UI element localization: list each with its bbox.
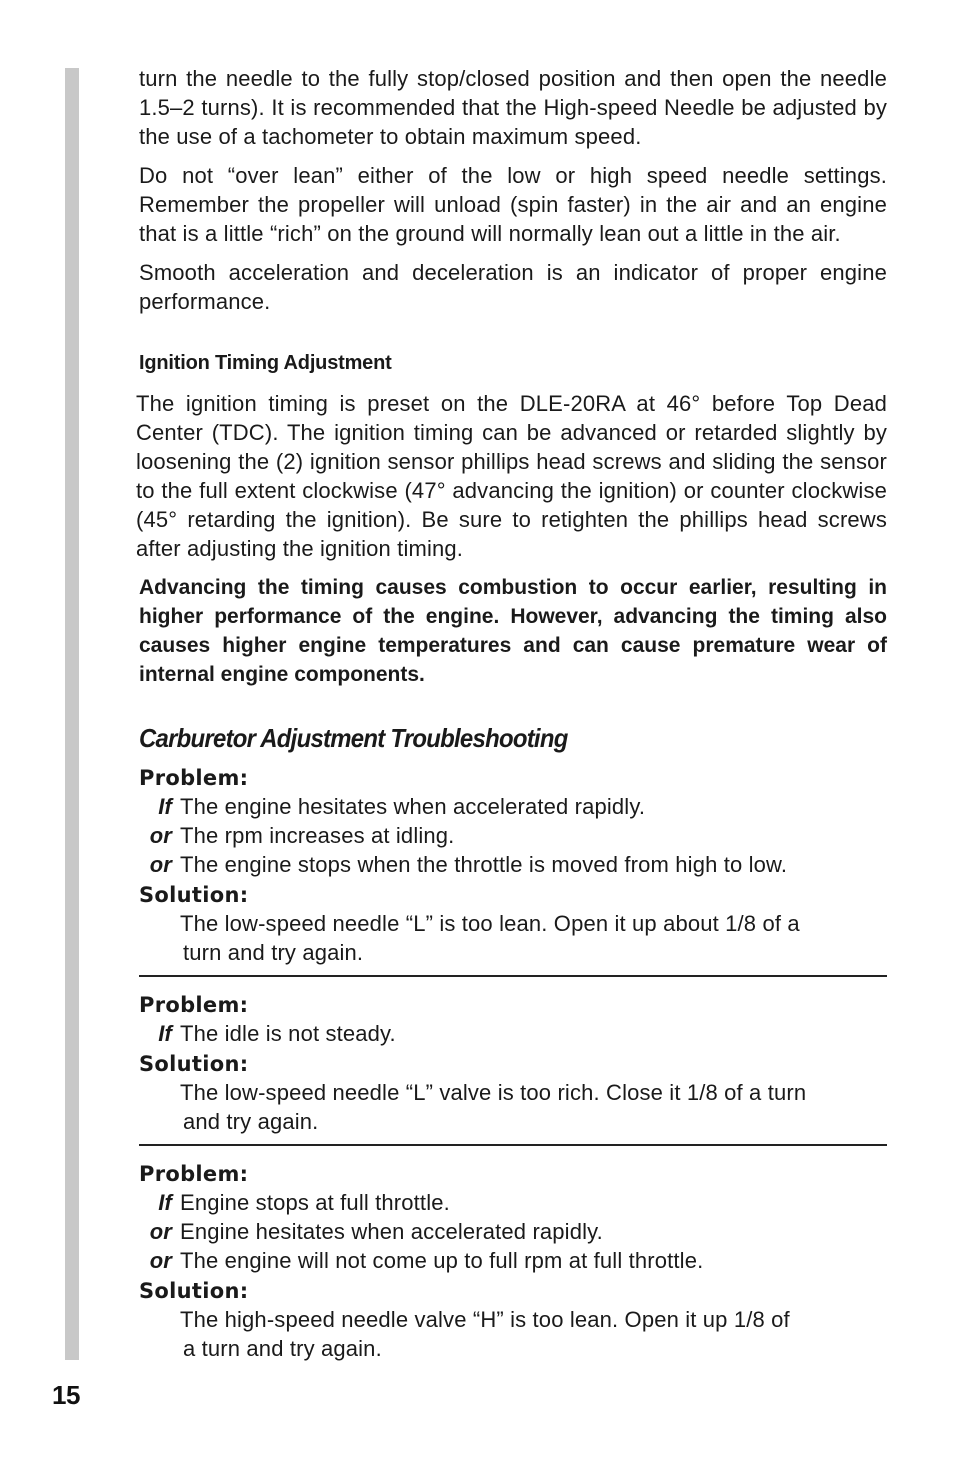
trouble-item-2	[139, 991, 887, 1146]
troubleshooting-title: Carburetor Adjustment Troubleshooting	[139, 723, 568, 753]
condition-row	[139, 1217, 887, 1246]
condition-row	[139, 821, 887, 850]
condition-keyword: or	[149, 852, 172, 877]
ignition-body: The ignition timing is preset on the DLE-20RA at 46° before Top Dead Center (TDC). The ignition timing can be advanced or retarded slightly by loosening the (2) ignition sensor phillips head screws and sliding the sensor to the full extent clockwise (47° advancing the ignition) or counter clockwise (45° retarding the ignition). Be sure to retighten the phillips head screws after adjusting the ignition timing.	[136, 391, 887, 561]
condition-keyword: If	[158, 794, 172, 819]
trouble-item-3	[139, 1160, 887, 1369]
trouble-item-1	[139, 764, 887, 977]
condition-keyword: or	[149, 1219, 172, 1244]
condition-text: The engine will not come up to full rpm at full throttle.	[180, 1248, 704, 1273]
condition-text: The engine hesitates when accelerated rapidly.	[180, 794, 646, 819]
solution-line-1: The low-speed needle “L” is too lean. Open it up about 1/8 of a	[180, 911, 800, 936]
condition-keyword: If	[158, 1190, 172, 1215]
condition-text: The engine stops when the throttle is moved from high to low.	[180, 852, 788, 877]
condition-row	[139, 1188, 887, 1217]
solution-label: Solution:	[139, 883, 249, 907]
condition-row	[139, 792, 887, 821]
condition-text: The idle is not steady.	[180, 1021, 396, 1046]
condition-keyword: or	[149, 823, 172, 848]
problem-label: Problem:	[139, 993, 249, 1017]
condition-keyword: If	[158, 1021, 172, 1046]
condition-text: Engine stops at full throttle.	[180, 1190, 450, 1215]
solution-line-2: a turn and try again.	[183, 1336, 382, 1361]
solution-text	[180, 1305, 887, 1363]
solution-text	[180, 909, 887, 967]
solution-label: Solution:	[139, 1279, 249, 1303]
intro-paragraph-3: Smooth acceleration and deceleration is an indicator of proper engine performance.	[139, 260, 887, 314]
page-content	[136, 64, 887, 1369]
problem-label: Problem:	[139, 1162, 249, 1186]
condition-text: Engine hesitates when accelerated rapidly.	[180, 1219, 603, 1244]
ignition-heading: Ignition Timing Adjustment	[139, 352, 392, 374]
solution-line-2: and try again.	[183, 1109, 319, 1134]
margin-bar	[65, 68, 79, 1360]
ignition-warning: Advancing the timing causes combustion to occur earlier, resulting in higher performance of the engine. However, advancing the timing also causes higher engine temperatures and can cause premature wear of internal engine components.	[139, 576, 887, 686]
condition-row	[139, 1246, 887, 1275]
solution-text	[180, 1078, 887, 1136]
solution-label: Solution:	[139, 1052, 249, 1076]
condition-keyword: or	[149, 1248, 172, 1273]
condition-text: The rpm increases at idling.	[180, 823, 455, 848]
problem-label: Problem:	[139, 766, 249, 790]
solution-line-1: The low-speed needle “L” valve is too rich. Close it 1/8 of a turn	[180, 1080, 807, 1105]
page-number: 15	[52, 1380, 80, 1410]
solution-line-1: The high-speed needle valve “H” is too lean. Open it up 1/8 of	[180, 1307, 790, 1332]
intro-paragraph-2: Do not “over lean” either of the low or high speed needle settings. Remember the propeller will unload (spin faster) in the air and an engine that is a little “rich” on the ground will normally lean out a little in the air.	[139, 163, 887, 246]
solution-line-2: turn and try again.	[183, 940, 364, 965]
intro-paragraph-1: turn the needle to the fully stop/closed position and then open the needle 1.5–2 turns). It is recommended that the High-speed Needle be adjusted by the use of a tachometer to obtain maximum speed.	[139, 66, 887, 149]
condition-row	[139, 1019, 887, 1048]
condition-row	[139, 850, 887, 879]
